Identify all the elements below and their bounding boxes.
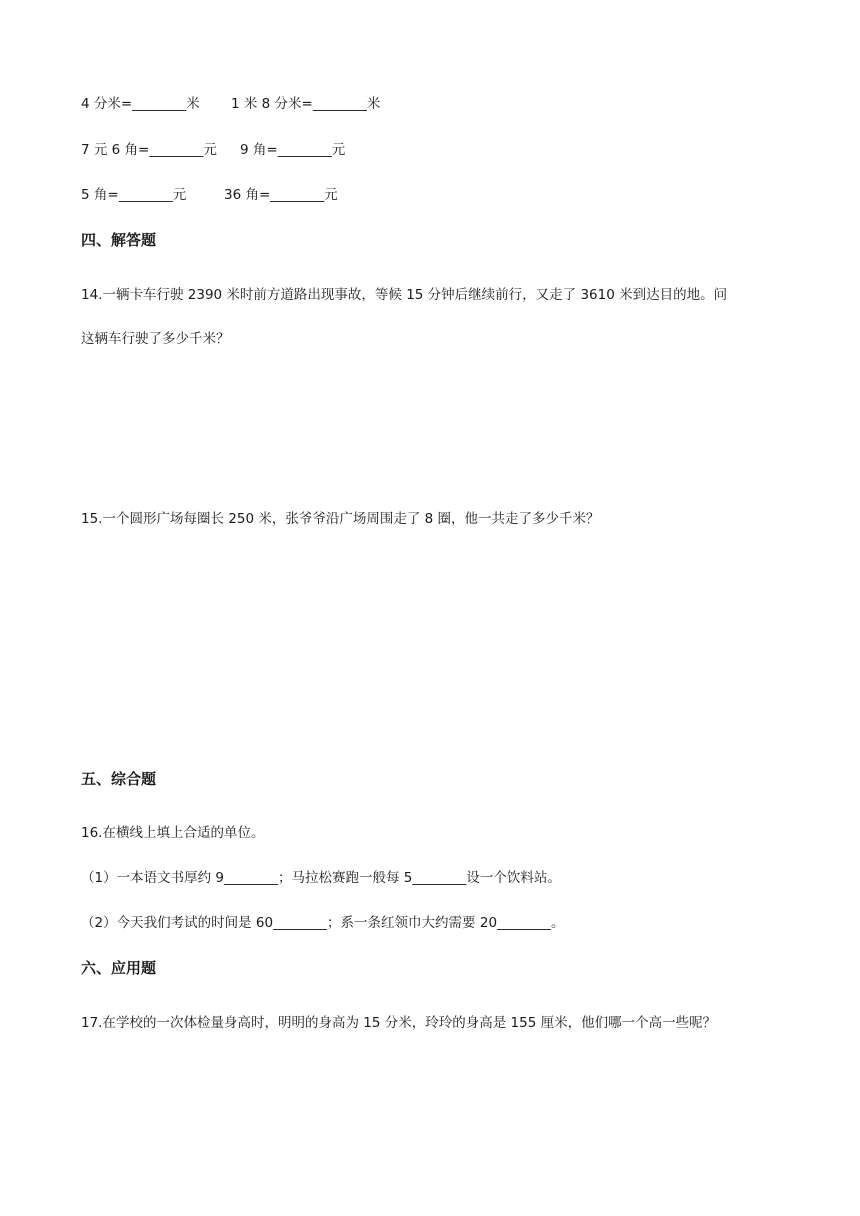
conversion-item: 1 米 8 分米=________米 — [231, 96, 381, 112]
conversion-item: 7 元 6 角=________元 — [81, 142, 217, 158]
section-heading-4: 四、解答题 — [81, 231, 157, 249]
question-14-line-1: 14.一辆卡车行驶 2390 米时前方道路出现事故，等候 15 分钟后继续前行，又走了 3610 米到达目的地。问 — [81, 287, 728, 303]
conversion-item: 36 角=________元 — [224, 187, 338, 203]
question-16-part-1: （1）一本语文书厚约 9________；马拉松赛跑一般每 5________设一个饮料站。 — [81, 870, 561, 886]
conversion-item: 9 角=________元 — [240, 142, 346, 158]
conversion-row-3 — [81, 185, 338, 205]
question-15: 15.一个圆形广场每圈长 250 米，张爷爷沿广场周围走了 8 圈，他一共走了多少千米？ — [81, 511, 600, 527]
question-16: 16.在横线上填上合适的单位。 — [81, 825, 265, 841]
conversion-item: 4 分米=________米 — [81, 96, 200, 112]
conversion-row-1 — [81, 94, 381, 114]
conversion-item: 5 角=________元 — [81, 187, 187, 203]
question-17: 17.在学校的一次体检量身高时，明明的身高为 15 分米，玲玲的身高是 155 厘米，他们哪一个高一些呢？ — [81, 1015, 717, 1031]
section-heading-6: 六、应用题 — [81, 959, 157, 977]
section-heading-5: 五、综合题 — [81, 770, 157, 788]
question-16-part-2: （2）今天我们考试的时间是 60________；系一条红领巾大约需要 20________。 — [81, 915, 565, 931]
conversion-row-2 — [81, 140, 346, 160]
question-14-line-2: 这辆车行驶了多少千米？ — [81, 331, 230, 347]
